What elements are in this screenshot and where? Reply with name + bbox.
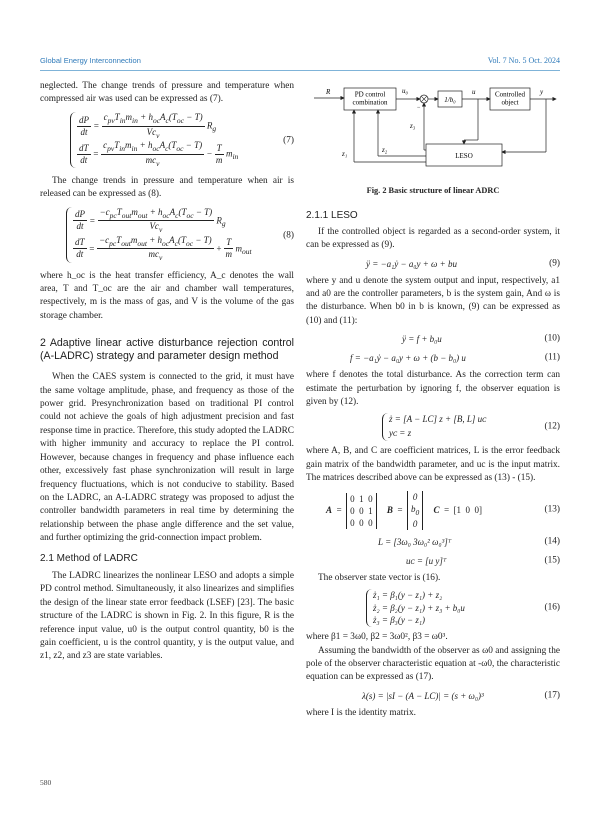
ladrc-block-diagram bbox=[306, 80, 560, 180]
left-column bbox=[40, 80, 294, 664]
signal-z1-label: z₁ bbox=[342, 150, 348, 158]
equation-7: $\frac{dP}{dt}$ = $\frac{c_{pv}T_{in}m_{in} + h_{oc}A_c(T_{oc} - T)}{Vc_v}$ $R_g$ $\frac{dT}{dt}$ = $\frac{c_{pv}T_{in}m_{in} + h_{oc}A_c(T_{oc} - T)}{mc_v}$ − $\frac{T}{m}$ $m_{in}$ (7) bbox=[40, 110, 294, 172]
paragraph: The change trends in pressure and temperature when air is released can be expressed as (8). bbox=[40, 175, 294, 200]
subsection-heading: 2.1 Method of LADRC bbox=[40, 552, 138, 564]
section-heading: 2 Adaptive linear active disturbance rejection control (A-LADRC) strategy and parameter design method bbox=[40, 337, 294, 363]
paragraph: where h_oc is the heat transfer efficiency, A_c denotes the wall area, T and T_oc are the air and chamber wall temperatures, respectively, m is the mass of gas, and V is the volume of the gas storage chamber. bbox=[40, 270, 294, 321]
equation-13: A = 0 1 0 0 0 1 0 0 0 B = 0 $b_0$ 0 C = [1 0 0] (13) bbox=[326, 491, 560, 530]
equation-12: ż = [A − LC] z + [B, L] uᴄ yᴄ = z (12) bbox=[306, 412, 560, 442]
equation-14: L = [3ω₀ 3ω₀² ω₀³]ᵀ (14) bbox=[378, 535, 560, 547]
pd-block-label: PD control combination bbox=[352, 90, 388, 107]
equation-number: (17) bbox=[544, 690, 560, 701]
paragraph: neglected. The change trends of pressure and temperature when compressed air was used can be expressed as (7). bbox=[40, 81, 294, 105]
paragraph: where β1 = 3ω0, β2 = 3ω0², β3 = ω0³. bbox=[306, 632, 448, 643]
equation-number: (9) bbox=[549, 257, 560, 268]
equation-11: f = −a₁ẏ − a₀y + ω + (b − b₀) u (11) bbox=[350, 352, 560, 364]
signal-y-label: y bbox=[540, 88, 544, 96]
figure-caption: Fig. 2 Basic structure of linear ADRC bbox=[366, 186, 500, 195]
header-rule bbox=[40, 70, 560, 71]
paragraph: The observer state vector is (16). bbox=[318, 572, 441, 583]
paragraph: where I is the identity matrix. bbox=[306, 707, 416, 718]
signal-z3-label: z₃ bbox=[410, 122, 416, 130]
paragraph: The LADRC linearizes the nonlinear LESO and adopts a simple PD control method. Simultaneously, it also linearizes and simplifies the design of the linear state error feedback (LSEF) [23]. The basic structure of the LADRC is shown in Fig. 2. In this figure, R is the reference input value, u0 is the output control quantity, b0 is the gain coefficient, u is the control quantity, y is the output value, and z1, z2, and z3 are state variables. bbox=[40, 570, 294, 662]
equation-number: (11) bbox=[544, 352, 560, 363]
page-number: 580 bbox=[40, 778, 52, 787]
journal-name: Global Energy Interconnection bbox=[40, 56, 141, 65]
diagram-svg bbox=[306, 80, 560, 180]
paragraph: where A, B, and C are coefficient matrices, L is the error feedback gain matrix of the bandwidth parameter, and uc is the input matrix. The matrices described above can be expressed as (13) - (15). bbox=[306, 446, 560, 484]
equation-16: ż₁ = β₁(y − z₁) + z₂ ż₂ = β₂(y − z₁) + z₃ + b₀u ż₃ = β₃(y − z₁) (16) bbox=[306, 588, 560, 628]
paragraph: Assuming the bandwidth of the observer as ω0 and assigning the pole of the observer characteristic equation at -ω0, the characteristic equation can be expressed as (17). bbox=[306, 645, 560, 683]
controlled-object-label: Controlled object bbox=[495, 90, 525, 107]
equation-number: (16) bbox=[544, 602, 560, 613]
equation-15: uᴄ = [u y]ᵀ (15) bbox=[406, 554, 560, 566]
gain-block-label: 1/b₀ bbox=[444, 96, 456, 104]
signal-z2-label: z₂ bbox=[382, 146, 388, 154]
signal-u0-label: u₀ bbox=[402, 87, 408, 95]
leso-block-label: LESO bbox=[455, 152, 473, 160]
equation-10: ÿ = f + b₀u (10) bbox=[402, 333, 560, 345]
equation-8: $\frac{dP}{dt}$ = $\frac{-c_{pc}T_{out}m_{out} + h_{oc}A_c(T_{oc} - T)}{Vc_v}$ $R_g$ $\frac{dT}{dt}$ = $\frac{-c_{pc}T_{out}m_{out} + h_{oc}A_c(T_{oc} - T)}{mc_v}$ + $\frac{T}{m}$ $m_{out}$ (8) bbox=[40, 205, 294, 267]
minus-sign: − bbox=[417, 105, 421, 111]
paragraph: where y and u denote the system output and input, respectively, a1 and a0 are the controller parameters, b is the system gain, And ω is the disturbance. When b0 in b is known, (9) can be expressed as (10) and (11): bbox=[306, 275, 560, 326]
right-column bbox=[306, 80, 560, 720]
equation-number: (10) bbox=[544, 333, 560, 344]
signal-r-label: R bbox=[326, 88, 331, 96]
equation-9: ÿ = −a₁ẏ − a₀y + ω + bu (9) bbox=[366, 257, 560, 269]
equation-number: (13) bbox=[544, 503, 560, 514]
equation-number: (12) bbox=[544, 421, 560, 432]
paragraph: If the controlled object is regarded as a second-order system, it can be expressed as (9). bbox=[306, 226, 560, 251]
equation-number: (14) bbox=[544, 535, 560, 546]
equation-17: λ(s) = |sI − (A − LC)| = (s + ω₀)³ (17) bbox=[362, 690, 560, 701]
issue-info: Vol. 7 No. 5 Oct. 2024 bbox=[487, 56, 560, 65]
subsubsection-heading: 2.1.1 LESO bbox=[306, 210, 358, 222]
equation-number: (8) bbox=[283, 229, 294, 240]
paragraph: where f denotes the total disturbance. As the correction term can estimate the perturbation by ignoring f, the observer equation is given by (12). bbox=[306, 370, 560, 408]
equation-number: (7) bbox=[283, 135, 294, 146]
signal-u-label: u bbox=[472, 88, 476, 96]
paragraph: When the CAES system is connected to the grid, it must have the same voltage amplitude, phase, and frequency as those of the power grid. Presynchronization based on traditional PI control could not achieve the goals of high adjustment precision and fast response time in practice. Therefore, this study adopted the LADRC with higher immunity and accuracy to replace the PI control. However, because changes in frequency and phase influence each other, excessively fast phase synchronization will result in large frequency fluctuations, which is not conducive to stability. Based on the LADRC, an A-LADRC strategy was proposed to adjust the controller bandwidth parameters in real time by determining the relationship between the phase angle difference and the set value, and further optimizing the grid-connection impact problem. bbox=[40, 372, 294, 544]
equation-number: (15) bbox=[544, 554, 560, 565]
